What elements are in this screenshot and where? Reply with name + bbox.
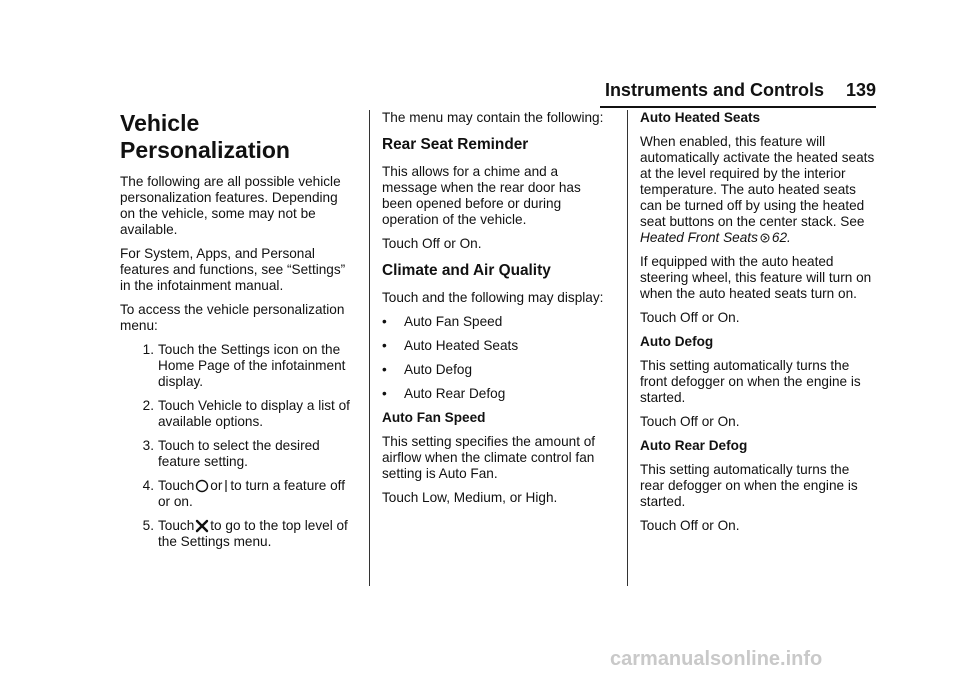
bullet: • [382, 314, 387, 329]
step-text [158, 478, 356, 510]
header-rule [600, 106, 876, 108]
rear-seat-touch: Touch Off or On. [382, 236, 482, 251]
column-1 [120, 110, 356, 558]
toggle-on-icon [223, 479, 229, 493]
rear-defog-heading: Auto Rear Defog [640, 438, 748, 453]
fan-speed-touch: Touch Low, Medium, or High. [382, 490, 558, 505]
step-text: Touch to select the desired feature setting. [158, 438, 320, 469]
steps-list [120, 342, 356, 550]
auto-defog-touch: Touch Off or On. [640, 414, 740, 429]
bullet: • [382, 386, 387, 401]
step4-pre: Touch [158, 478, 195, 493]
auto-defog-heading: Auto Defog [640, 334, 714, 349]
heated-seats-paragraph [640, 134, 876, 246]
toggle-off-icon [195, 479, 209, 493]
watermark: carmanualsonline.info [610, 648, 823, 670]
heated-seats-heading: Auto Heated Seats [640, 110, 761, 125]
step-item [120, 438, 356, 470]
list-item-text: Auto Fan Speed [404, 314, 503, 329]
page-header [560, 80, 876, 108]
column-divider-1 [369, 110, 370, 586]
heated-seats-reference[interactable] [640, 230, 787, 245]
step-number: 1. [142, 342, 154, 357]
section-heading [120, 110, 356, 164]
list-item [382, 362, 612, 378]
rear-seat-heading: Rear Seat Reminder [382, 136, 529, 153]
list-item [382, 314, 612, 330]
page-reference-icon [760, 233, 770, 243]
step5-pre: Touch [158, 518, 195, 533]
intro-paragraph: The following are all possible vehicle personalization features. Depending on the vehicle, some may not be available. [120, 174, 341, 237]
step-item [120, 342, 356, 390]
column-3 [640, 110, 876, 542]
list-item [382, 386, 612, 402]
reference-title: Heated Front Seats [640, 230, 758, 245]
heated-seats-touch: Touch Off or On. [640, 310, 740, 325]
fan-speed-heading: Auto Fan Speed [382, 410, 486, 425]
steering-wheel-paragraph: If equipped with the auto heated steering wheel, this feature will turn on when the auto heated seats turn on. [640, 254, 872, 301]
heated-seats-text: When enabled, this feature will automatically activate the heated seats at the level required by the interior temperature. The auto heated seats can be turned off by using the heated seat buttons on the center stack. See [640, 134, 875, 229]
heading-line-1: Vehicle [120, 110, 200, 136]
column-2 [382, 110, 612, 514]
list-item-text: Auto Rear Defog [404, 386, 506, 401]
step-number: 3. [142, 438, 154, 453]
list-item [382, 338, 612, 354]
access-paragraph: To access the vehicle personalization menu: [120, 302, 345, 333]
step4-post: to turn a feature off or on. [158, 478, 345, 509]
rear-defog-paragraph: This setting automatically turns the rear defogger on when the engine is started. [640, 462, 858, 509]
step-text: Touch the Settings icon on the Home Page of the infotainment display. [158, 342, 346, 389]
climate-heading: Climate and Air Quality [382, 262, 551, 279]
bullet: • [382, 338, 387, 353]
rear-seat-paragraph: This allows for a chime and a message when the rear door has been opened before or during operation of the vehicle. [382, 164, 581, 227]
column-divider-2 [627, 110, 628, 586]
fan-speed-paragraph: This setting specifies the amount of airflow when the climate control fan setting is Auto Fan. [382, 434, 596, 481]
rear-defog-touch: Touch Off or On. [640, 518, 740, 533]
heading-line-2: Personalization [120, 137, 290, 163]
step-number: 5. [142, 518, 154, 533]
page-number: 139 [845, 80, 876, 100]
list-item-text: Auto Heated Seats [404, 338, 519, 353]
climate-paragraph: Touch and the following may display: [382, 290, 604, 305]
auto-defog-paragraph: This setting automatically turns the front defogger on when the engine is started. [640, 358, 861, 405]
step-number: 2. [142, 398, 154, 413]
reference-period: . [787, 230, 791, 245]
step4-mid: or [210, 478, 223, 493]
list-item-text: Auto Defog [404, 362, 473, 377]
infotainment-note: For System, Apps, and Personal features and functions, see “Settings” in the infotainment manual. [120, 246, 346, 293]
reference-page: 62 [771, 230, 788, 245]
step5-post: to go to the top level of the Settings menu. [158, 518, 348, 549]
step-item [120, 398, 356, 430]
step-item [120, 478, 356, 510]
step-number: 4. [142, 478, 154, 493]
step-text [158, 518, 356, 550]
bullet: • [382, 362, 387, 377]
menu-intro: The menu may contain the following: [382, 110, 604, 125]
close-icon [195, 519, 209, 533]
section-title: Instruments and Controls [604, 80, 824, 100]
climate-options-list [382, 314, 612, 402]
step-text: Touch Vehicle to display a list of available options. [158, 398, 350, 429]
step-item [120, 518, 356, 550]
